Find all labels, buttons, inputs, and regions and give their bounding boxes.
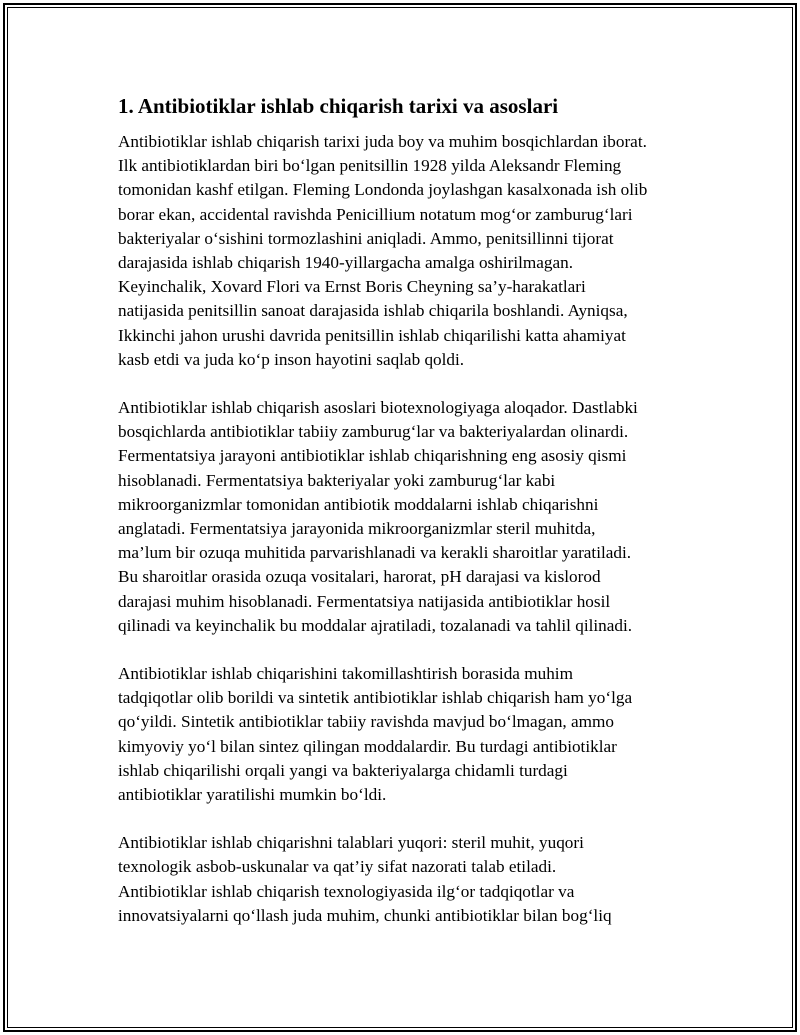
text-line: Bu sharoitlar orasida ozuqa vositalari, harorat, pH darajasi va kislorod [118,567,601,587]
text-line: Antibiotiklar ishlab chiqarishini takomillashtirish borasida muhim [118,664,573,684]
text-line: antibiotiklar yaratilishi mumkin bo‘ldi. [118,785,387,805]
text-line: kasb etdi va juda ko‘p inson hayotini saqlab qoldi. [118,349,465,369]
text-line: anglatadi. Fermentatsiya jarayonida mikroorganizmlar steril muhitda, [118,519,596,539]
text-line: tadqiqotlar olib borildi va sintetik antibiotiklar ishlab chiqarish ham yo‘lga [118,688,633,708]
paragraph-history [118,130,718,372]
text-line: kimyoviy yo‘l bilan sintez qilingan moddalardir. Bu turdagi antibiotiklar [118,736,617,756]
text-line: ma’lum bir ozuqa muhitida parvarishlanadi va kerakli sharoitlar yaratiladi. [118,543,632,563]
text-line: Antibiotiklar ishlab chiqarish asoslari biotexnologiyaga aloqador. Dastlabki [118,398,638,418]
text-line: bosqichlarda antibiotiklar tabiiy zamburug‘lar va bakteriyalardan olinardi. [118,422,629,442]
document-body [118,92,718,952]
text-line: hisoblanadi. Fermentatsiya bakteriyalar yoki zamburug‘lar kabi [118,470,556,490]
text-line: innovatsiyalarni qo‘llash juda muhim, chunki antibiotiklar bilan bog‘liq [118,905,612,925]
text-line: Antibiotiklar ishlab chiqarishni talablari yuqori: steril muhit, yuqori [118,833,584,853]
paragraph-fundamentals [118,396,718,638]
text-line: ishlab chiqarilishi orqali yangi va bakteriyalarga chidamli turdagi [118,760,568,780]
text-line: Antibiotiklar ishlab chiqarish texnologiyasida ilg‘or tadqiqotlar va [118,881,575,901]
paragraph-synthetic [118,662,718,807]
text-line: Ikkinchi jahon urushi davrida penitsillin ishlab chiqarilishi katta ahamiyat [118,325,626,345]
text-line: bakteriyalar o‘sishini tormozlashini aniqladi. Ammo, penitsillinni tijorat [118,228,614,248]
text-line: qilinadi va keyinchalik bu moddalar ajratiladi, tozalanadi va tahlil qilinadi. [118,615,633,635]
text-line: Ilk antibiotiklardan biri bo‘lgan penitsillin 1928 yilda Aleksandr Fleming [118,156,622,176]
text-line: tomonidan kashf etilgan. Fleming Londonda joylashgan kasalxonada ish olib [118,180,648,200]
text-line: Keyinchalik, Xovard Flori va Ernst Boris Cheyning sa’y-harakatlari [118,277,586,297]
text-line: darajasi muhim hisoblanadi. Fermentatsiya natijasida antibiotiklar hosil [118,591,611,611]
text-line: Fermentatsiya jarayoni antibiotiklar ishlab chiqarishning eng asosiy qismi [118,446,627,466]
text-line: darajasida ishlab chiqarish 1940-yillargacha amalga oshirilmagan. [118,253,573,273]
text-line: qo‘yildi. Sintetik antibiotiklar tabiiy ravishda mavjud bo‘lmagan, ammo [118,712,614,732]
paragraph-requirements [118,831,718,928]
text-line: borar ekan, accidental ravishda Penicillium notatum mog‘or zamburug‘lari [118,204,633,224]
text-line: mikroorganizmlar tomonidan antibiotik moddalarni ishlab chiqarishni [118,494,599,514]
text-line: natijasida penitsillin sanoat darajasida ishlab chiqarila boshlandi. Ayniqsa, [118,301,628,321]
text-line: texnologik asbob-uskunalar va qat’iy sifat nazorati talab etiladi. [118,857,557,877]
section-heading: 1. Antibiotiklar ishlab chiqarish tarixi va asoslari [118,94,559,118]
text-line: Antibiotiklar ishlab chiqarish tarixi juda boy va muhim bosqichlardan iborat. [118,132,647,151]
